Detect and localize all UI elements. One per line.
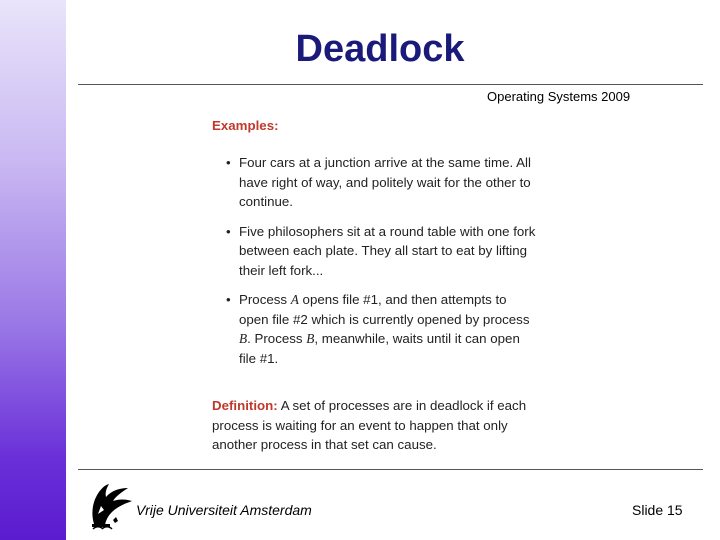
decorative-sidebar (0, 0, 66, 540)
example-text: Four cars at a junction arrive at the same time. All have right of way, and politely wait for the other to continue. (239, 155, 531, 209)
example-text: Five philosophers sit at a round table with one fork between each plate. They all start to eat by lifting their left fork... (239, 223, 536, 278)
bottom-divider (78, 469, 703, 470)
process-variable-a: A (290, 292, 299, 307)
example-text-part: Process (239, 292, 291, 307)
slide-content (212, 118, 538, 455)
example-text-part: . Process (247, 331, 307, 346)
bullet-icon: • (226, 292, 231, 307)
definition-label: Definition: (212, 398, 278, 413)
definition-block (212, 396, 538, 455)
bullet-icon: • (226, 223, 231, 239)
list-item (212, 153, 538, 212)
list-item (212, 290, 538, 368)
definition-text: A set of processes are in deadlock if each process is waiting for an event to happen that only another process in that set can cause. (212, 398, 527, 452)
examples-list (212, 153, 538, 368)
process-variable-b: B (306, 331, 315, 346)
top-divider (78, 84, 703, 85)
slide-number: Slide 15 (632, 502, 683, 518)
university-name: Vrije Universiteit Amsterdam (136, 502, 312, 518)
slide-title: Deadlock (295, 28, 465, 70)
bullet-icon: • (226, 155, 231, 170)
examples-heading: Examples: (212, 118, 279, 133)
example-text-part: , meanwhile, waits until it can open file #1. (239, 331, 520, 366)
example-text (239, 292, 529, 366)
griffin-logo-icon (82, 480, 134, 530)
example-text-part: opens file #1, and then attempts to open file #2 which is currently opened by process (239, 292, 530, 327)
course-name: Operating Systems 2009 (487, 89, 631, 104)
list-item (212, 222, 538, 281)
process-variable-b: B (239, 331, 248, 346)
